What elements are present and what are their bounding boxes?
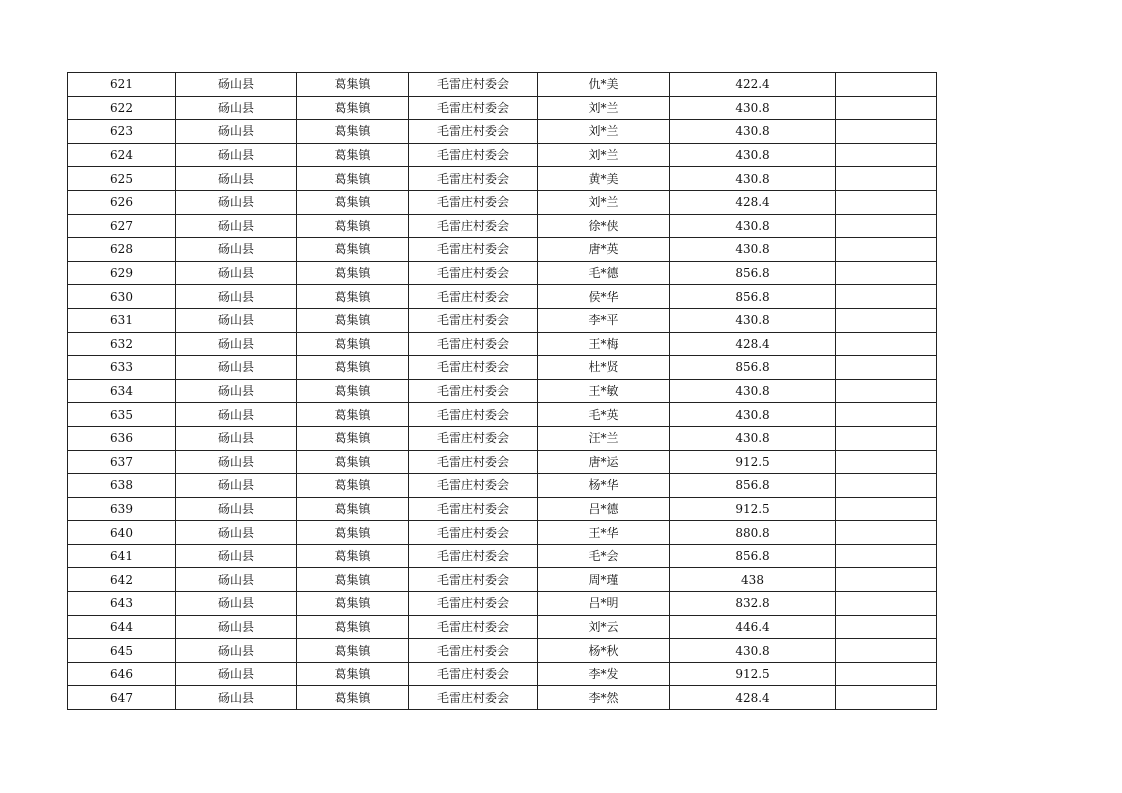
remark-cell bbox=[836, 73, 937, 97]
remark-cell bbox=[836, 426, 937, 450]
table-row bbox=[68, 190, 937, 214]
village-cell: 毛雷庄村委会 bbox=[409, 639, 538, 663]
village-cell: 毛雷庄村委会 bbox=[409, 686, 538, 710]
table-row bbox=[68, 238, 937, 262]
amount-cell: 446.4 bbox=[670, 615, 836, 639]
county-cell: 砀山县 bbox=[176, 285, 297, 309]
row-number-cell: 634 bbox=[68, 379, 176, 403]
table-row bbox=[68, 120, 937, 144]
name-cell: 杜*贤 bbox=[538, 356, 670, 380]
town-cell: 葛集镇 bbox=[297, 261, 409, 285]
name-cell: 毛*英 bbox=[538, 403, 670, 427]
row-number-cell: 647 bbox=[68, 686, 176, 710]
table-row bbox=[68, 96, 937, 120]
village-cell: 毛雷庄村委会 bbox=[409, 214, 538, 238]
table-row bbox=[68, 521, 937, 545]
amount-cell: 856.8 bbox=[670, 544, 836, 568]
amount-cell: 880.8 bbox=[670, 521, 836, 545]
remark-cell bbox=[836, 332, 937, 356]
row-number-cell: 623 bbox=[68, 120, 176, 144]
row-number-cell: 636 bbox=[68, 426, 176, 450]
town-cell: 葛集镇 bbox=[297, 379, 409, 403]
town-cell: 葛集镇 bbox=[297, 639, 409, 663]
row-number-cell: 646 bbox=[68, 662, 176, 686]
village-cell: 毛雷庄村委会 bbox=[409, 450, 538, 474]
county-cell: 砀山县 bbox=[176, 379, 297, 403]
amount-cell: 832.8 bbox=[670, 592, 836, 616]
amount-cell: 856.8 bbox=[670, 261, 836, 285]
name-cell: 周*瑾 bbox=[538, 568, 670, 592]
amount-cell: 430.8 bbox=[670, 639, 836, 663]
village-cell: 毛雷庄村委会 bbox=[409, 120, 538, 144]
county-cell: 砀山县 bbox=[176, 639, 297, 663]
row-number-cell: 621 bbox=[68, 73, 176, 97]
name-cell: 杨*秋 bbox=[538, 639, 670, 663]
data-table bbox=[67, 72, 937, 710]
county-cell: 砀山县 bbox=[176, 73, 297, 97]
table-row bbox=[68, 285, 937, 309]
row-number-cell: 644 bbox=[68, 615, 176, 639]
name-cell: 汪*兰 bbox=[538, 426, 670, 450]
town-cell: 葛集镇 bbox=[297, 474, 409, 498]
table-row bbox=[68, 497, 937, 521]
name-cell: 李*发 bbox=[538, 662, 670, 686]
row-number-cell: 637 bbox=[68, 450, 176, 474]
row-number-cell: 633 bbox=[68, 356, 176, 380]
row-number-cell: 622 bbox=[68, 96, 176, 120]
amount-cell: 856.8 bbox=[670, 356, 836, 380]
remark-cell bbox=[836, 308, 937, 332]
county-cell: 砀山县 bbox=[176, 662, 297, 686]
row-number-cell: 629 bbox=[68, 261, 176, 285]
amount-cell: 430.8 bbox=[670, 120, 836, 144]
name-cell: 侯*华 bbox=[538, 285, 670, 309]
remark-cell bbox=[836, 238, 937, 262]
name-cell: 唐*运 bbox=[538, 450, 670, 474]
name-cell: 吕*德 bbox=[538, 497, 670, 521]
county-cell: 砀山县 bbox=[176, 474, 297, 498]
town-cell: 葛集镇 bbox=[297, 143, 409, 167]
village-cell: 毛雷庄村委会 bbox=[409, 332, 538, 356]
remark-cell bbox=[836, 285, 937, 309]
table-row bbox=[68, 568, 937, 592]
village-cell: 毛雷庄村委会 bbox=[409, 285, 538, 309]
name-cell: 王*梅 bbox=[538, 332, 670, 356]
village-cell: 毛雷庄村委会 bbox=[409, 308, 538, 332]
town-cell: 葛集镇 bbox=[297, 96, 409, 120]
remark-cell bbox=[836, 615, 937, 639]
remark-cell bbox=[836, 120, 937, 144]
remark-cell bbox=[836, 167, 937, 191]
amount-cell: 912.5 bbox=[670, 450, 836, 474]
town-cell: 葛集镇 bbox=[297, 190, 409, 214]
county-cell: 砀山县 bbox=[176, 356, 297, 380]
amount-cell: 430.8 bbox=[670, 308, 836, 332]
town-cell: 葛集镇 bbox=[297, 356, 409, 380]
remark-cell bbox=[836, 592, 937, 616]
town-cell: 葛集镇 bbox=[297, 662, 409, 686]
name-cell: 仇*美 bbox=[538, 73, 670, 97]
county-cell: 砀山县 bbox=[176, 450, 297, 474]
row-number-cell: 640 bbox=[68, 521, 176, 545]
table-row bbox=[68, 167, 937, 191]
remark-cell bbox=[836, 521, 937, 545]
town-cell: 葛集镇 bbox=[297, 308, 409, 332]
table-row bbox=[68, 450, 937, 474]
row-number-cell: 624 bbox=[68, 143, 176, 167]
name-cell: 毛*德 bbox=[538, 261, 670, 285]
remark-cell bbox=[836, 544, 937, 568]
amount-cell: 430.8 bbox=[670, 143, 836, 167]
name-cell: 王*华 bbox=[538, 521, 670, 545]
row-number-cell: 643 bbox=[68, 592, 176, 616]
county-cell: 砀山县 bbox=[176, 238, 297, 262]
table-row bbox=[68, 615, 937, 639]
name-cell: 毛*会 bbox=[538, 544, 670, 568]
town-cell: 葛集镇 bbox=[297, 238, 409, 262]
table-row bbox=[68, 639, 937, 663]
town-cell: 葛集镇 bbox=[297, 544, 409, 568]
town-cell: 葛集镇 bbox=[297, 214, 409, 238]
remark-cell bbox=[836, 639, 937, 663]
village-cell: 毛雷庄村委会 bbox=[409, 403, 538, 427]
remark-cell bbox=[836, 662, 937, 686]
remark-cell bbox=[836, 450, 937, 474]
name-cell: 唐*英 bbox=[538, 238, 670, 262]
amount-cell: 430.8 bbox=[670, 238, 836, 262]
remark-cell bbox=[836, 474, 937, 498]
village-cell: 毛雷庄村委会 bbox=[409, 521, 538, 545]
remark-cell bbox=[836, 143, 937, 167]
village-cell: 毛雷庄村委会 bbox=[409, 662, 538, 686]
table-row bbox=[68, 592, 937, 616]
county-cell: 砀山县 bbox=[176, 592, 297, 616]
amount-cell: 422.4 bbox=[670, 73, 836, 97]
town-cell: 葛集镇 bbox=[297, 167, 409, 191]
row-number-cell: 627 bbox=[68, 214, 176, 238]
remark-cell bbox=[836, 96, 937, 120]
county-cell: 砀山县 bbox=[176, 521, 297, 545]
village-cell: 毛雷庄村委会 bbox=[409, 544, 538, 568]
village-cell: 毛雷庄村委会 bbox=[409, 426, 538, 450]
row-number-cell: 626 bbox=[68, 190, 176, 214]
village-cell: 毛雷庄村委会 bbox=[409, 238, 538, 262]
town-cell: 葛集镇 bbox=[297, 568, 409, 592]
county-cell: 砀山县 bbox=[176, 686, 297, 710]
row-number-cell: 631 bbox=[68, 308, 176, 332]
table-row bbox=[68, 426, 937, 450]
amount-cell: 438 bbox=[670, 568, 836, 592]
row-number-cell: 639 bbox=[68, 497, 176, 521]
row-number-cell: 635 bbox=[68, 403, 176, 427]
table-row bbox=[68, 379, 937, 403]
name-cell: 杨*华 bbox=[538, 474, 670, 498]
row-number-cell: 630 bbox=[68, 285, 176, 309]
row-number-cell: 641 bbox=[68, 544, 176, 568]
amount-cell: 430.8 bbox=[670, 96, 836, 120]
amount-cell: 430.8 bbox=[670, 426, 836, 450]
table-row bbox=[68, 143, 937, 167]
village-cell: 毛雷庄村委会 bbox=[409, 474, 538, 498]
village-cell: 毛雷庄村委会 bbox=[409, 73, 538, 97]
name-cell: 吕*明 bbox=[538, 592, 670, 616]
village-cell: 毛雷庄村委会 bbox=[409, 143, 538, 167]
county-cell: 砀山县 bbox=[176, 190, 297, 214]
remark-cell bbox=[836, 497, 937, 521]
remark-cell bbox=[836, 686, 937, 710]
amount-cell: 912.5 bbox=[670, 662, 836, 686]
row-number-cell: 625 bbox=[68, 167, 176, 191]
table-row bbox=[68, 73, 937, 97]
name-cell: 黄*美 bbox=[538, 167, 670, 191]
county-cell: 砀山县 bbox=[176, 96, 297, 120]
amount-cell: 912.5 bbox=[670, 497, 836, 521]
table-row bbox=[68, 686, 937, 710]
table-row bbox=[68, 356, 937, 380]
remark-cell bbox=[836, 379, 937, 403]
village-cell: 毛雷庄村委会 bbox=[409, 379, 538, 403]
town-cell: 葛集镇 bbox=[297, 521, 409, 545]
remark-cell bbox=[836, 214, 937, 238]
row-number-cell: 642 bbox=[68, 568, 176, 592]
table-row bbox=[68, 403, 937, 427]
county-cell: 砀山县 bbox=[176, 261, 297, 285]
amount-cell: 428.4 bbox=[670, 332, 836, 356]
remark-cell bbox=[836, 190, 937, 214]
county-cell: 砀山县 bbox=[176, 167, 297, 191]
remark-cell bbox=[836, 403, 937, 427]
county-cell: 砀山县 bbox=[176, 544, 297, 568]
remark-cell bbox=[836, 356, 937, 380]
town-cell: 葛集镇 bbox=[297, 686, 409, 710]
name-cell: 刘*云 bbox=[538, 615, 670, 639]
county-cell: 砀山县 bbox=[176, 497, 297, 521]
town-cell: 葛集镇 bbox=[297, 332, 409, 356]
village-cell: 毛雷庄村委会 bbox=[409, 96, 538, 120]
village-cell: 毛雷庄村委会 bbox=[409, 568, 538, 592]
name-cell: 李*然 bbox=[538, 686, 670, 710]
remark-cell bbox=[836, 568, 937, 592]
town-cell: 葛集镇 bbox=[297, 592, 409, 616]
amount-cell: 430.8 bbox=[670, 167, 836, 191]
row-number-cell: 638 bbox=[68, 474, 176, 498]
town-cell: 葛集镇 bbox=[297, 426, 409, 450]
village-cell: 毛雷庄村委会 bbox=[409, 592, 538, 616]
village-cell: 毛雷庄村委会 bbox=[409, 497, 538, 521]
amount-cell: 856.8 bbox=[670, 285, 836, 309]
village-cell: 毛雷庄村委会 bbox=[409, 167, 538, 191]
name-cell: 刘*兰 bbox=[538, 190, 670, 214]
table-row bbox=[68, 332, 937, 356]
table-row bbox=[68, 308, 937, 332]
county-cell: 砀山县 bbox=[176, 120, 297, 144]
name-cell: 王*敏 bbox=[538, 379, 670, 403]
amount-cell: 430.8 bbox=[670, 214, 836, 238]
town-cell: 葛集镇 bbox=[297, 497, 409, 521]
table-body bbox=[68, 73, 937, 710]
county-cell: 砀山县 bbox=[176, 308, 297, 332]
row-number-cell: 632 bbox=[68, 332, 176, 356]
town-cell: 葛集镇 bbox=[297, 450, 409, 474]
table-row bbox=[68, 662, 937, 686]
town-cell: 葛集镇 bbox=[297, 615, 409, 639]
county-cell: 砀山县 bbox=[176, 403, 297, 427]
remark-cell bbox=[836, 261, 937, 285]
amount-cell: 430.8 bbox=[670, 379, 836, 403]
amount-cell: 428.4 bbox=[670, 190, 836, 214]
name-cell: 李*平 bbox=[538, 308, 670, 332]
table-row bbox=[68, 214, 937, 238]
amount-cell: 428.4 bbox=[670, 686, 836, 710]
town-cell: 葛集镇 bbox=[297, 120, 409, 144]
name-cell: 刘*兰 bbox=[538, 120, 670, 144]
row-number-cell: 645 bbox=[68, 639, 176, 663]
row-number-cell: 628 bbox=[68, 238, 176, 262]
table-row bbox=[68, 544, 937, 568]
village-cell: 毛雷庄村委会 bbox=[409, 261, 538, 285]
county-cell: 砀山县 bbox=[176, 568, 297, 592]
county-cell: 砀山县 bbox=[176, 143, 297, 167]
name-cell: 刘*兰 bbox=[538, 96, 670, 120]
town-cell: 葛集镇 bbox=[297, 73, 409, 97]
county-cell: 砀山县 bbox=[176, 615, 297, 639]
table-row bbox=[68, 474, 937, 498]
village-cell: 毛雷庄村委会 bbox=[409, 356, 538, 380]
county-cell: 砀山县 bbox=[176, 332, 297, 356]
town-cell: 葛集镇 bbox=[297, 403, 409, 427]
town-cell: 葛集镇 bbox=[297, 285, 409, 309]
county-cell: 砀山县 bbox=[176, 426, 297, 450]
county-cell: 砀山县 bbox=[176, 214, 297, 238]
table-row bbox=[68, 261, 937, 285]
amount-cell: 856.8 bbox=[670, 474, 836, 498]
village-cell: 毛雷庄村委会 bbox=[409, 190, 538, 214]
name-cell: 徐*侠 bbox=[538, 214, 670, 238]
name-cell: 刘*兰 bbox=[538, 143, 670, 167]
amount-cell: 430.8 bbox=[670, 403, 836, 427]
village-cell: 毛雷庄村委会 bbox=[409, 615, 538, 639]
